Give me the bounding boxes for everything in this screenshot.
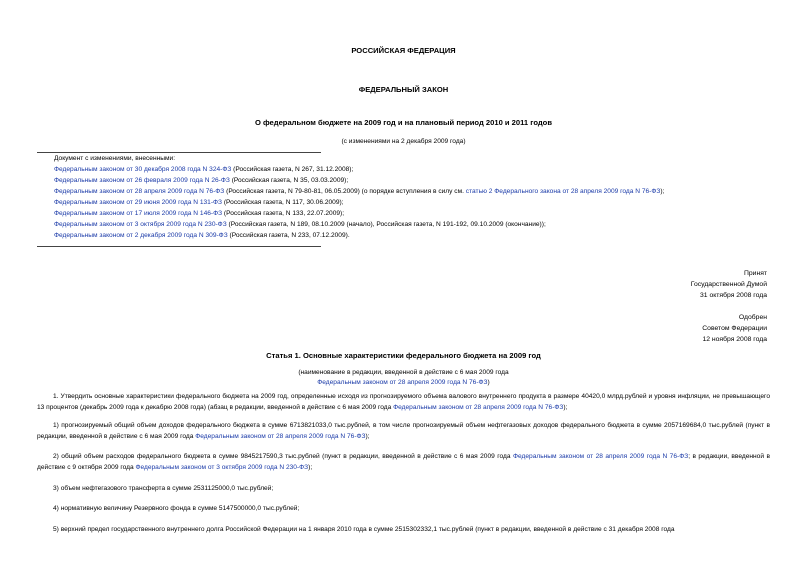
article-paragraph [37, 391, 770, 413]
amendment-source: (Российская газета, N 133, 22.07.2009); [222, 210, 345, 217]
article-title: Статья 1. Основные характеристики федерального бюджета на 2009 год [266, 351, 541, 360]
article-paragraph [37, 451, 770, 473]
article-note-link[interactable]: Федеральным законом от 28 апреля 2009 года N 76-ФЗ [317, 379, 488, 386]
amendment-source: (Российская газета, N 267, 31.12.2008); [231, 166, 354, 173]
amendment-link[interactable]: Федеральным законом от 3 октября 2009 года N 230-ФЗ [54, 221, 227, 228]
paragraph-end: ); [365, 433, 370, 440]
amendment-link[interactable]: Федеральным законом от 17 июля 2009 года N 146-ФЗ [54, 210, 223, 217]
amendment-link[interactable]: Федеральным законом от 2 декабря 2009 года N 309-ФЗ [54, 232, 228, 239]
paragraph-text: 2) общий объем расходов федерального бюджета в сумме 9845217590,3 тыс.рублей (пункт в редакции, введенной в действие с 6 мая 2009 года [53, 453, 513, 460]
amendment-link[interactable]: Федеральным законом от 26 февраля 2009 года N 26-ФЗ [54, 177, 230, 184]
law-subtitle: (с изменениями на 2 декабря 2009 года) [341, 138, 466, 145]
paragraph-link[interactable]: Федеральным законом от 28 апреля 2009 года N 76-ФЗ [512, 453, 689, 460]
article-paragraph: 5) верхний предел государственного внутреннего долга Российской Федерации на 1 января 2010 года в сумме 2515302332,1 тыс.рублей (пункт в редакции, введенной в действие с 31 декабря 2008 года [53, 526, 675, 533]
article-note-end: ) [487, 379, 490, 386]
amendment-source: (Российская газета, N 117, 30.06.2009); [222, 199, 344, 206]
amendment-source: (Российская газета, N 35, 03.03.2009); [229, 177, 349, 184]
adoption-date: 31 октября 2008 года [700, 292, 767, 299]
article-paragraph: 3) объем нефтегазового трансферта в сумме 2531125000,0 тыс.рублей; [53, 485, 274, 492]
amendment-item [54, 189, 664, 196]
article-note-link-line [0, 380, 807, 387]
amendment-item [54, 233, 350, 240]
amendments-bottom-rule [37, 246, 321, 247]
amendment-link[interactable]: Федеральным законом от 30 декабря 2008 года N 324-ФЗ [54, 166, 232, 173]
amendments-top-rule [37, 152, 321, 153]
paragraph-mid: ; в редакции, введенной в действие с 9 октября 2009 года [37, 453, 770, 471]
adoption-line: Государственной Думой [690, 281, 767, 288]
amendment-source-end: ); [660, 188, 665, 195]
amendment-item [54, 222, 546, 229]
paragraph-text: 1. Утвердить основные характеристики федерального бюджета на 2009 год, определенные исходя из прогнозируемого объема валового внутреннего продукта в размере 40420,0 млрд.рублей и уровня инфляции, не превышающего 13 процентов (декабрь 2009 года к декабрю 2008 года) (абзац в редакции, введенной в действие с 6 мая 2009 года [37, 393, 770, 411]
article-paragraph [37, 420, 770, 442]
adoption-line: Принят [743, 270, 767, 277]
article-paragraph: 4) нормативную величину Резервного фонда в сумме 5147500000,0 тыс.рублей; [53, 505, 300, 512]
paragraph-link[interactable]: Федеральным законом от 3 октября 2009 года N 230-ФЗ [135, 464, 309, 471]
approval-date: 12 ноября 2008 года [702, 336, 767, 343]
approval-line: Одобрен [738, 314, 767, 321]
amendment-item [54, 200, 344, 207]
paragraph-end: ); [563, 404, 568, 411]
law-type-heading: ФЕДЕРАЛЬНЫЙ ЗАКОН [358, 85, 449, 94]
amendment-article-link[interactable]: статью 2 Федерального закона от 28 апреля 2009 года N 76-ФЗ [465, 188, 661, 195]
law-title: О федеральном бюджете на 2009 год и на плановый период 2010 и 2011 годов [254, 118, 552, 127]
amendments-intro: Документ с изменениями, внесенными: [54, 155, 176, 162]
federation-heading: РОССИЙСКАЯ ФЕДЕРАЦИЯ [351, 46, 456, 55]
amendment-source: (Российская газета, N 189, 08.10.2009 (начало), Российская газета, N 191-192, 09.10.2009 (окончание)); [226, 221, 546, 228]
paragraph-link[interactable]: Федеральным законом от 28 апреля 2009 года N 76-ФЗ [393, 404, 564, 411]
amendment-item [54, 178, 348, 185]
paragraph-link[interactable]: Федеральным законом от 28 апреля 2009 года N 76-ФЗ [195, 433, 366, 440]
amendment-source: (Российская газета, N 79-80-81, 06.05.2009) (о порядке вступления в силу см. [224, 188, 466, 195]
amendment-item [54, 211, 344, 218]
paragraph-end: ); [308, 464, 313, 471]
amendment-link[interactable]: Федеральным законом от 29 июня 2009 года N 131-ФЗ [54, 199, 223, 206]
paragraph-text: 1) прогнозируемый общий объем доходов федерального бюджета в сумме 6713821033,0 тыс.рублей, в том числе прогнозируемый объем нефтегазовых доходов федерального бюджета в сумме 2057169684,0 тыс.рублей (пункт в редакции, введенной в действие с 6 мая 2009 года [37, 422, 770, 440]
amendment-source: (Российская газета, N 233, 07.12.2009). [227, 232, 350, 239]
amendment-link[interactable]: Федеральным законом от 28 апреля 2009 года N 76-ФЗ [54, 188, 225, 195]
article-note: (наименование в редакции, введенной в действие с 6 мая 2009 года [298, 369, 509, 376]
approval-line: Советом Федерации [702, 325, 767, 332]
amendment-item [54, 167, 353, 174]
